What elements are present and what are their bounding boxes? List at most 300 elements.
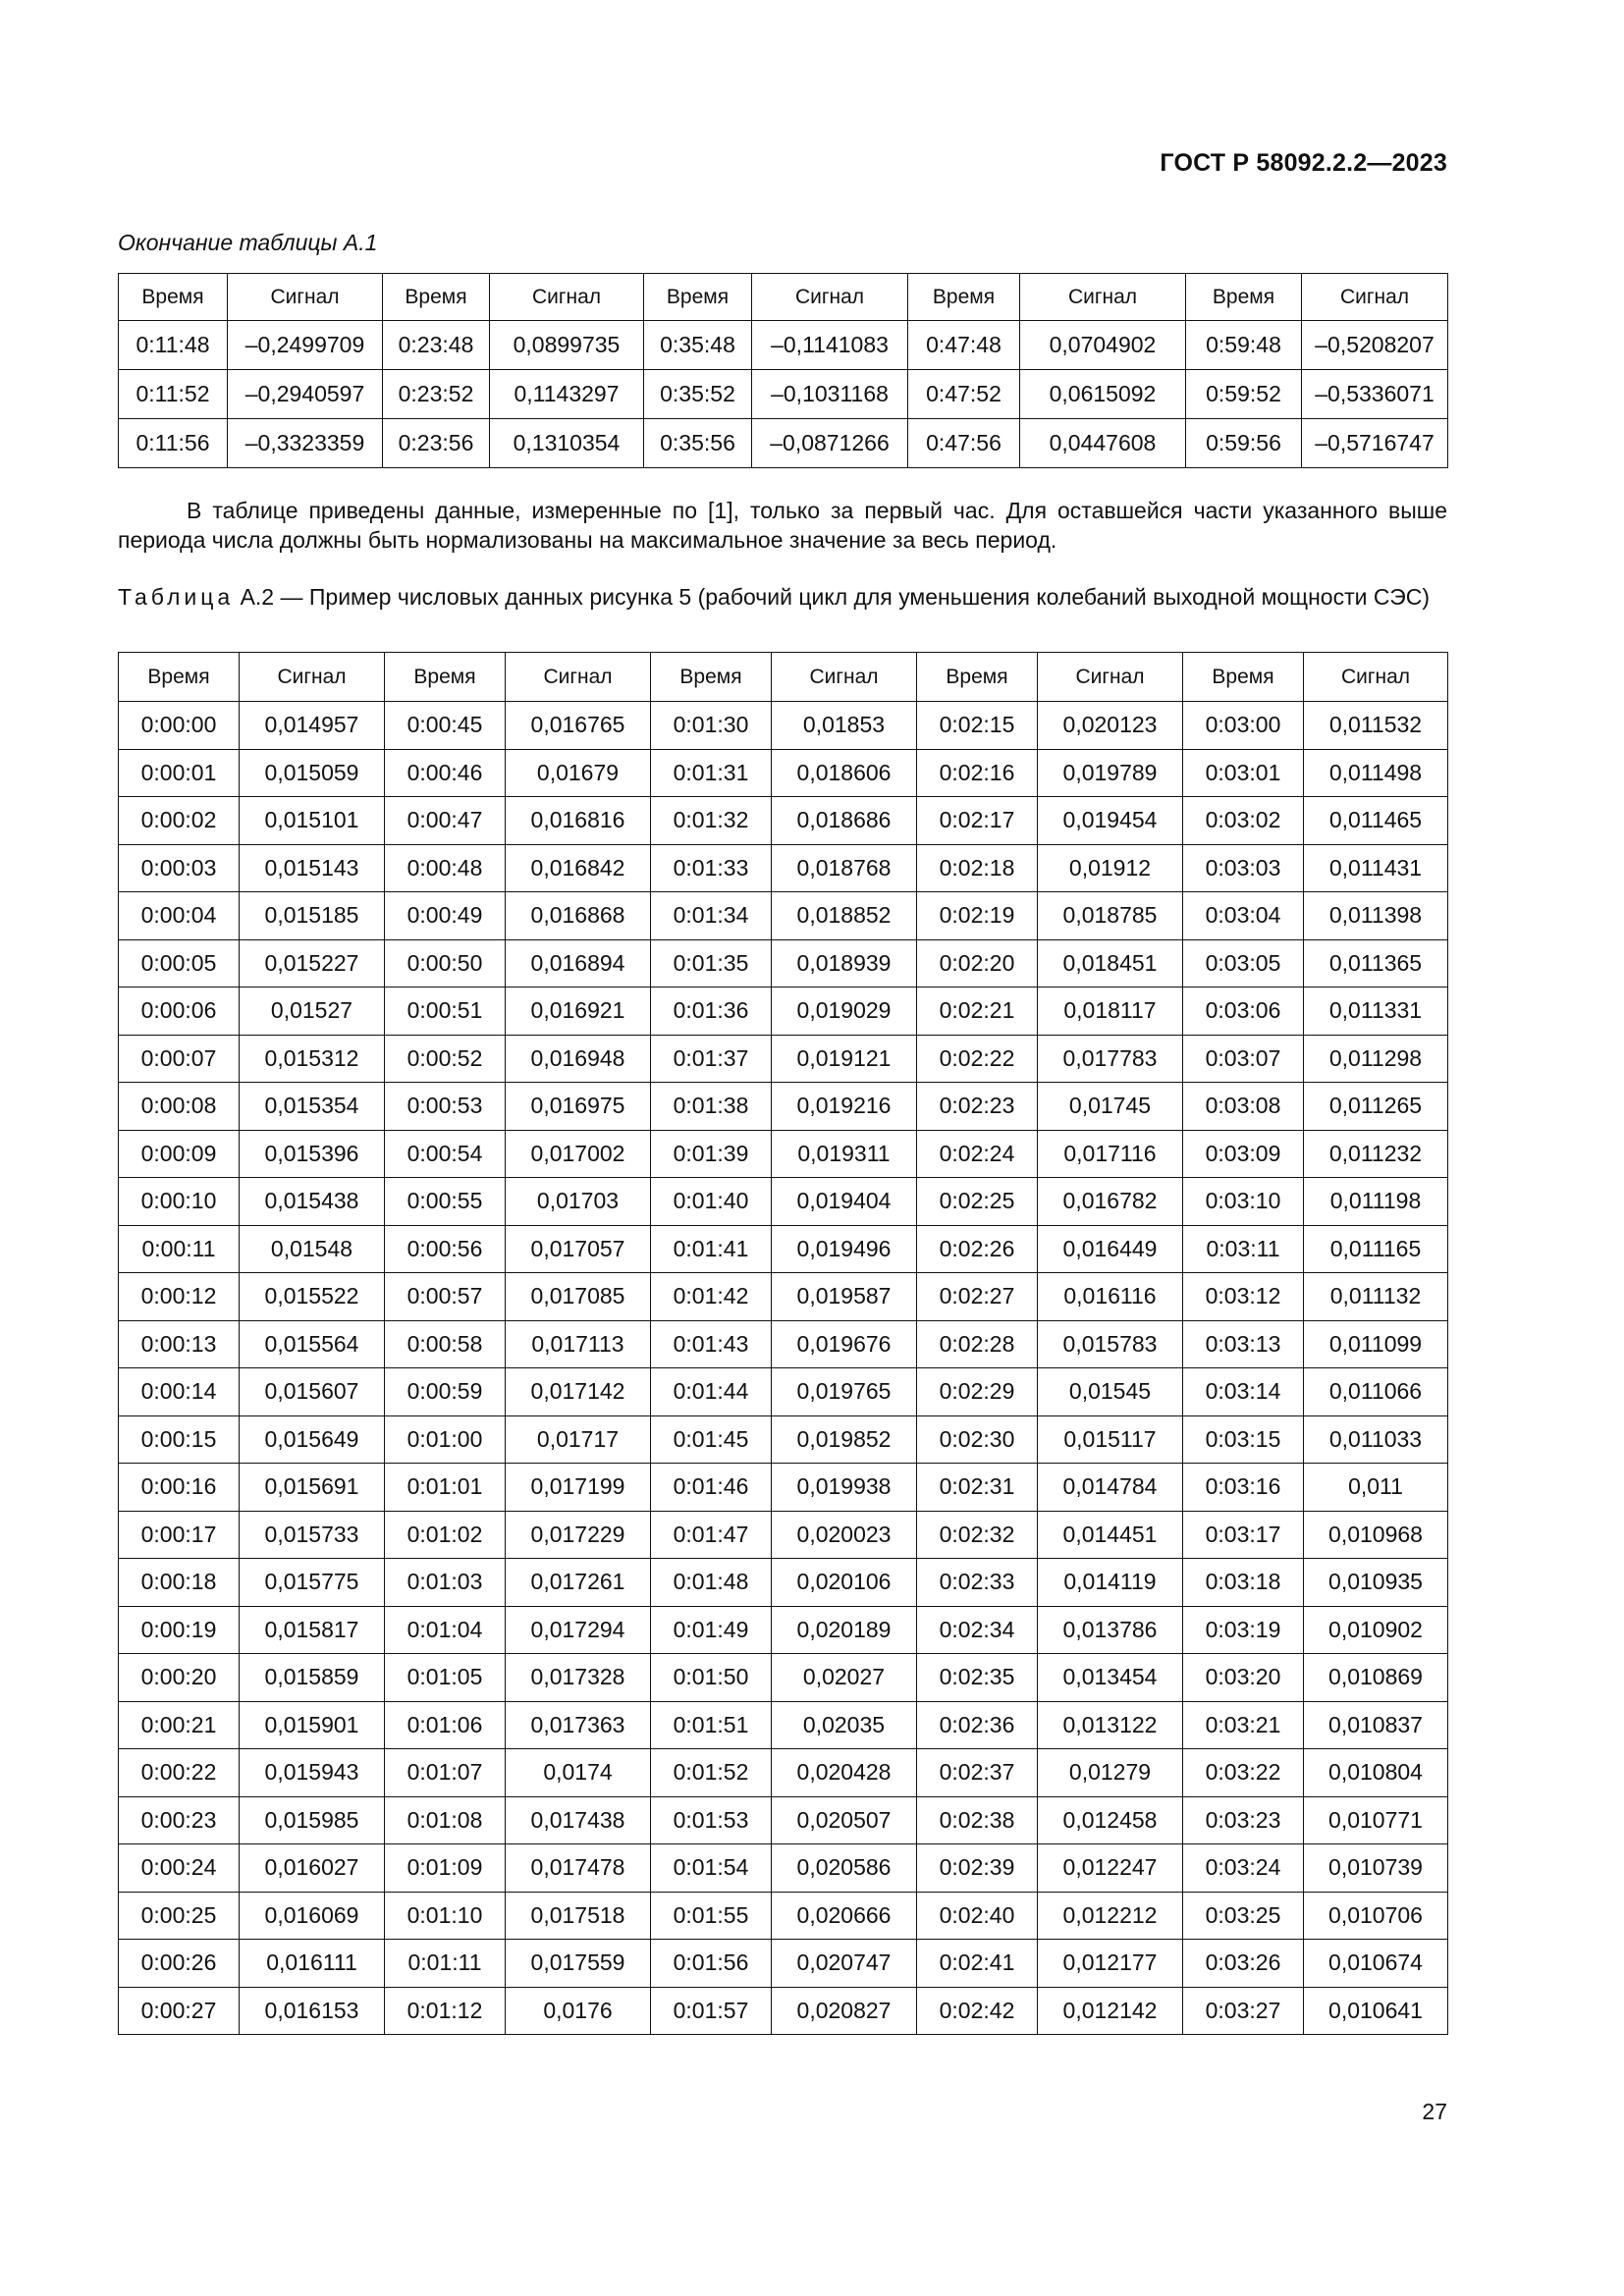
- signal-cell: 0,011298: [1304, 1035, 1448, 1083]
- time-cell: 0:01:46: [651, 1464, 772, 1512]
- time-cell: 0:01:45: [651, 1415, 772, 1464]
- signal-cell: 0,015143: [240, 844, 385, 892]
- time-cell: 0:01:39: [651, 1130, 772, 1178]
- signal-cell: 0,010935: [1304, 1559, 1448, 1607]
- signal-cell: 0,01703: [506, 1178, 651, 1226]
- standard-code: ГОСТ Р 58092.2.2—2023: [1160, 149, 1447, 177]
- signal-cell: 0,016449: [1038, 1225, 1183, 1273]
- column-header-time: Время: [644, 274, 752, 321]
- signal-cell: 0,010674: [1304, 1940, 1448, 1988]
- time-cell: 0:03:10: [1183, 1178, 1304, 1226]
- time-cell: 0:03:09: [1183, 1130, 1304, 1178]
- signal-cell: 0,015859: [240, 1654, 385, 1702]
- time-cell: 0:23:52: [383, 370, 490, 419]
- signal-cell: 0,016111: [240, 1940, 385, 1988]
- signal-cell: 0,010869: [1304, 1654, 1448, 1702]
- table-row: [119, 1511, 1448, 1559]
- time-cell: 0:00:26: [119, 1940, 240, 1988]
- time-cell: 0:00:11: [119, 1225, 240, 1273]
- time-cell: 0:11:56: [119, 419, 228, 468]
- signal-cell: 0,018768: [772, 844, 917, 892]
- signal-cell: 0,017478: [506, 1844, 651, 1893]
- time-cell: 0:03:16: [1183, 1464, 1304, 1512]
- time-cell: 0:00:25: [119, 1892, 240, 1940]
- table-row: [119, 749, 1448, 797]
- time-cell: 0:02:28: [917, 1320, 1038, 1368]
- time-cell: 0:03:24: [1183, 1844, 1304, 1893]
- signal-cell: 0,019311: [772, 1130, 917, 1178]
- column-header-signal: Сигнал: [240, 653, 385, 702]
- signal-cell: 0,017294: [506, 1606, 651, 1654]
- column-header-time: Время: [1186, 274, 1302, 321]
- signal-cell: 0,017085: [506, 1273, 651, 1321]
- signal-cell: 0,017113: [506, 1320, 651, 1368]
- signal-cell: 0,019587: [772, 1273, 917, 1321]
- signal-cell: 0,015564: [240, 1320, 385, 1368]
- time-cell: 0:02:40: [917, 1892, 1038, 1940]
- time-cell: 0:01:54: [651, 1844, 772, 1893]
- time-cell: 0:01:10: [385, 1892, 506, 1940]
- time-cell: 0:01:03: [385, 1559, 506, 1607]
- signal-cell: 0,016975: [506, 1083, 651, 1131]
- signal-cell: 0,020747: [772, 1940, 917, 1988]
- time-cell: 0:01:32: [651, 797, 772, 845]
- time-cell: 0:01:05: [385, 1654, 506, 1702]
- time-cell: 0:02:41: [917, 1940, 1038, 1988]
- column-header-signal: Сигнал: [490, 274, 644, 321]
- time-cell: 0:02:15: [917, 702, 1038, 750]
- signal-cell: 0,014957: [240, 702, 385, 750]
- column-header-signal: Сигнал: [1020, 274, 1186, 321]
- time-cell: 0:00:57: [385, 1273, 506, 1321]
- signal-cell: 0,01527: [240, 988, 385, 1036]
- signal-cell: 0,016782: [1038, 1178, 1183, 1226]
- signal-cell: –0,1141083: [752, 321, 908, 370]
- signal-cell: –0,2499709: [228, 321, 383, 370]
- time-cell: 0:00:58: [385, 1320, 506, 1368]
- signal-cell: 0,012212: [1038, 1892, 1183, 1940]
- column-header-time: Время: [917, 653, 1038, 702]
- signal-cell: 0,011033: [1304, 1415, 1448, 1464]
- time-cell: 0:02:39: [917, 1844, 1038, 1893]
- time-cell: 0:01:56: [651, 1940, 772, 1988]
- signal-cell: 0,015396: [240, 1130, 385, 1178]
- signal-cell: 0,011365: [1304, 939, 1448, 988]
- signal-cell: 0,016765: [506, 702, 651, 750]
- signal-cell: 0,02035: [772, 1701, 917, 1749]
- time-cell: 0:01:43: [651, 1320, 772, 1368]
- signal-cell: 0,020189: [772, 1606, 917, 1654]
- column-header-signal: Сигнал: [1304, 653, 1448, 702]
- column-header-time: Время: [383, 274, 490, 321]
- signal-cell: 0,017229: [506, 1511, 651, 1559]
- time-cell: 0:01:44: [651, 1368, 772, 1416]
- column-header-signal: Сигнал: [752, 274, 908, 321]
- signal-cell: 0,019404: [772, 1178, 917, 1226]
- signal-cell: 0,015059: [240, 749, 385, 797]
- signal-cell: 0,01279: [1038, 1749, 1183, 1797]
- signal-cell: 0,017116: [1038, 1130, 1183, 1178]
- time-cell: 0:00:03: [119, 844, 240, 892]
- signal-cell: 0,015227: [240, 939, 385, 988]
- signal-cell: 0,0447608: [1020, 419, 1186, 468]
- time-cell: 0:03:14: [1183, 1368, 1304, 1416]
- time-cell: 0:00:51: [385, 988, 506, 1036]
- signal-cell: 0,015775: [240, 1559, 385, 1607]
- column-header-time: Время: [908, 274, 1020, 321]
- table-a2-caption-text: А.2 — Пример числовых данных рисунка 5 (рабочий цикл для уменьшения колебаний выходной мощности СЭС): [234, 584, 1431, 610]
- signal-cell: 0,0176: [506, 1987, 651, 2035]
- time-cell: 0:03:03: [1183, 844, 1304, 892]
- time-cell: 0:35:52: [644, 370, 752, 419]
- time-cell: 0:03:22: [1183, 1749, 1304, 1797]
- signal-cell: –0,2940597: [228, 370, 383, 419]
- time-cell: 0:59:56: [1186, 419, 1302, 468]
- time-cell: 0:59:48: [1186, 321, 1302, 370]
- time-cell: 0:00:12: [119, 1273, 240, 1321]
- signal-cell: 0,018606: [772, 749, 917, 797]
- signal-cell: 0,011: [1304, 1464, 1448, 1512]
- signal-cell: 0,014119: [1038, 1559, 1183, 1607]
- signal-cell: 0,011066: [1304, 1368, 1448, 1416]
- time-cell: 0:00:55: [385, 1178, 506, 1226]
- signal-cell: 0,017559: [506, 1940, 651, 1988]
- signal-cell: 0,017002: [506, 1130, 651, 1178]
- time-cell: 0:02:30: [917, 1415, 1038, 1464]
- time-cell: 0:03:18: [1183, 1559, 1304, 1607]
- signal-cell: 0,015985: [240, 1796, 385, 1844]
- time-cell: 0:03:11: [1183, 1225, 1304, 1273]
- time-cell: 0:00:56: [385, 1225, 506, 1273]
- column-header-signal: Сигнал: [1302, 274, 1448, 321]
- time-cell: 0:01:33: [651, 844, 772, 892]
- time-cell: 0:03:15: [1183, 1415, 1304, 1464]
- signal-cell: 0,015117: [1038, 1415, 1183, 1464]
- time-cell: 0:02:25: [917, 1178, 1038, 1226]
- signal-cell: 0,017199: [506, 1464, 651, 1512]
- signal-cell: 0,020586: [772, 1844, 917, 1893]
- time-cell: 0:00:52: [385, 1035, 506, 1083]
- signal-cell: 0,016153: [240, 1987, 385, 2035]
- signal-cell: 0,013122: [1038, 1701, 1183, 1749]
- time-cell: 0:00:15: [119, 1415, 240, 1464]
- table-row: [119, 1654, 1448, 1702]
- signal-cell: 0,015691: [240, 1464, 385, 1512]
- column-header-time: Время: [385, 653, 506, 702]
- column-header-time: Время: [651, 653, 772, 702]
- time-cell: 0:03:12: [1183, 1273, 1304, 1321]
- signal-cell: 0,016816: [506, 797, 651, 845]
- signal-cell: 0,016894: [506, 939, 651, 988]
- time-cell: 0:00:47: [385, 797, 506, 845]
- time-cell: 0:01:07: [385, 1749, 506, 1797]
- time-cell: 0:01:01: [385, 1464, 506, 1512]
- time-cell: 0:01:00: [385, 1415, 506, 1464]
- signal-cell: 0,018451: [1038, 939, 1183, 988]
- signal-cell: 0,01912: [1038, 844, 1183, 892]
- time-cell: 0:01:08: [385, 1796, 506, 1844]
- time-cell: 0:03:02: [1183, 797, 1304, 845]
- time-cell: 0:00:14: [119, 1368, 240, 1416]
- table-row: [119, 1130, 1448, 1178]
- time-cell: 0:01:12: [385, 1987, 506, 2035]
- time-cell: 0:01:38: [651, 1083, 772, 1131]
- signal-cell: 0,011099: [1304, 1320, 1448, 1368]
- page-number: 27: [1422, 2099, 1447, 2124]
- time-cell: 0:01:50: [651, 1654, 772, 1702]
- time-cell: 0:23:56: [383, 419, 490, 468]
- table-row: [119, 797, 1448, 845]
- signal-cell: –0,5208207: [1302, 321, 1448, 370]
- time-cell: 0:01:09: [385, 1844, 506, 1893]
- signal-cell: 0,018939: [772, 939, 917, 988]
- time-cell: 0:00:00: [119, 702, 240, 750]
- time-cell: 0:02:20: [917, 939, 1038, 988]
- time-cell: 0:01:55: [651, 1892, 772, 1940]
- time-cell: 0:03:07: [1183, 1035, 1304, 1083]
- time-cell: 0:02:37: [917, 1749, 1038, 1797]
- time-cell: 0:02:16: [917, 749, 1038, 797]
- time-cell: 0:01:53: [651, 1796, 772, 1844]
- signal-cell: 0,015607: [240, 1368, 385, 1416]
- time-cell: 0:00:05: [119, 939, 240, 988]
- signal-cell: –0,5336071: [1302, 370, 1448, 419]
- table-a1: [118, 273, 1448, 468]
- signal-cell: 0,016868: [506, 892, 651, 940]
- time-cell: 0:03:27: [1183, 1987, 1304, 2035]
- table-row: [119, 321, 1448, 370]
- time-cell: 0:01:41: [651, 1225, 772, 1273]
- table-row: [119, 1178, 1448, 1226]
- table-note: [118, 496, 1447, 555]
- table-row: [119, 1273, 1448, 1321]
- table-row: [119, 1464, 1448, 1512]
- time-cell: 0:00:46: [385, 749, 506, 797]
- signal-cell: 0,015649: [240, 1415, 385, 1464]
- signal-cell: –0,3323359: [228, 419, 383, 468]
- time-cell: 0:01:40: [651, 1178, 772, 1226]
- signal-cell: 0,015354: [240, 1083, 385, 1131]
- column-header-signal: Сигнал: [228, 274, 383, 321]
- signal-cell: 0,015101: [240, 797, 385, 845]
- signal-cell: 0,019852: [772, 1415, 917, 1464]
- signal-cell: 0,016027: [240, 1844, 385, 1893]
- time-cell: 0:00:45: [385, 702, 506, 750]
- signal-cell: –0,5716747: [1302, 419, 1448, 468]
- signal-cell: 0,020123: [1038, 702, 1183, 750]
- table-row: [119, 370, 1448, 419]
- time-cell: 0:00:23: [119, 1796, 240, 1844]
- time-cell: 0:00:54: [385, 1130, 506, 1178]
- signal-cell: 0,017518: [506, 1892, 651, 1940]
- signal-cell: 0,020827: [772, 1987, 917, 2035]
- column-header-signal: Сигнал: [506, 653, 651, 702]
- signal-cell: 0,019938: [772, 1464, 917, 1512]
- signal-cell: –0,1031168: [752, 370, 908, 419]
- signal-cell: 0,011198: [1304, 1178, 1448, 1226]
- signal-cell: 0,012458: [1038, 1796, 1183, 1844]
- signal-cell: 0,012177: [1038, 1940, 1183, 1988]
- signal-cell: 0,015817: [240, 1606, 385, 1654]
- time-cell: 0:01:06: [385, 1701, 506, 1749]
- time-cell: 0:03:01: [1183, 749, 1304, 797]
- time-cell: 0:35:48: [644, 321, 752, 370]
- time-cell: 0:03:26: [1183, 1940, 1304, 1988]
- signal-cell: 0,01545: [1038, 1368, 1183, 1416]
- signal-cell: 0,011232: [1304, 1130, 1448, 1178]
- time-cell: 0:02:23: [917, 1083, 1038, 1131]
- table-a2: [118, 652, 1448, 2035]
- time-cell: 0:59:52: [1186, 370, 1302, 419]
- signal-cell: 0,011331: [1304, 988, 1448, 1036]
- time-cell: 0:02:31: [917, 1464, 1038, 1512]
- signal-cell: 0,020507: [772, 1796, 917, 1844]
- time-cell: 0:01:11: [385, 1940, 506, 1988]
- signal-cell: 0,011398: [1304, 892, 1448, 940]
- signal-cell: 0,016069: [240, 1892, 385, 1940]
- time-cell: 0:02:27: [917, 1273, 1038, 1321]
- time-cell: 0:01:30: [651, 702, 772, 750]
- time-cell: 0:01:47: [651, 1511, 772, 1559]
- signal-cell: 0,010641: [1304, 1987, 1448, 2035]
- table-a1-caption: Окончание таблицы А.1: [118, 230, 378, 255]
- table-row: [119, 1415, 1448, 1464]
- table-row: [119, 939, 1448, 988]
- time-cell: 0:00:49: [385, 892, 506, 940]
- signal-cell: 0,0174: [506, 1749, 651, 1797]
- time-cell: 0:47:48: [908, 321, 1020, 370]
- table-row: [119, 702, 1448, 750]
- time-cell: 0:03:06: [1183, 988, 1304, 1036]
- signal-cell: 0,015522: [240, 1273, 385, 1321]
- time-cell: 0:01:04: [385, 1606, 506, 1654]
- time-cell: 0:02:17: [917, 797, 1038, 845]
- time-cell: 0:23:48: [383, 321, 490, 370]
- time-cell: 0:00:19: [119, 1606, 240, 1654]
- signal-cell: 0,02027: [772, 1654, 917, 1702]
- time-cell: 0:02:22: [917, 1035, 1038, 1083]
- table-row: [119, 988, 1448, 1036]
- time-cell: 0:02:18: [917, 844, 1038, 892]
- signal-cell: –0,0871266: [752, 419, 908, 468]
- table-row: [119, 844, 1448, 892]
- time-cell: 0:02:34: [917, 1606, 1038, 1654]
- signal-cell: 0,020428: [772, 1749, 917, 1797]
- time-cell: 0:00:09: [119, 1130, 240, 1178]
- time-cell: 0:03:13: [1183, 1320, 1304, 1368]
- signal-cell: 0,019765: [772, 1368, 917, 1416]
- signal-cell: 0,018117: [1038, 988, 1183, 1036]
- time-cell: 0:03:17: [1183, 1511, 1304, 1559]
- time-cell: 0:00:59: [385, 1368, 506, 1416]
- signal-cell: 0,013786: [1038, 1606, 1183, 1654]
- table-a1-header-row: [119, 274, 1448, 321]
- time-cell: 0:00:06: [119, 988, 240, 1036]
- table-row: [119, 1035, 1448, 1083]
- time-cell: 0:02:21: [917, 988, 1038, 1036]
- signal-cell: 0,015733: [240, 1511, 385, 1559]
- time-cell: 0:02:38: [917, 1796, 1038, 1844]
- time-cell: 0:00:01: [119, 749, 240, 797]
- time-cell: 0:00:02: [119, 797, 240, 845]
- table-row: [119, 419, 1448, 468]
- signal-cell: 0,010706: [1304, 1892, 1448, 1940]
- time-cell: 0:02:24: [917, 1130, 1038, 1178]
- table-row: [119, 1701, 1448, 1749]
- signal-cell: 0,019216: [772, 1083, 917, 1131]
- time-cell: 0:00:27: [119, 1987, 240, 2035]
- signal-cell: 0,018852: [772, 892, 917, 940]
- time-cell: 0:02:19: [917, 892, 1038, 940]
- signal-cell: 0,1143297: [490, 370, 644, 419]
- table-row: [119, 1083, 1448, 1131]
- time-cell: 0:03:25: [1183, 1892, 1304, 1940]
- table-row: [119, 1844, 1448, 1893]
- signal-cell: 0,017363: [506, 1701, 651, 1749]
- time-cell: 0:02:33: [917, 1559, 1038, 1607]
- note-text: В таблице приведены данные, измеренные по [1], только за первый час. Для оставшейся части указанного выше периода числа должны быть нормализованы на максимальное значение за весь период.: [118, 498, 1447, 553]
- signal-cell: 0,011132: [1304, 1273, 1448, 1321]
- table-row: [119, 1892, 1448, 1940]
- time-cell: 0:00:04: [119, 892, 240, 940]
- time-cell: 0:01:34: [651, 892, 772, 940]
- signal-cell: 0,01548: [240, 1225, 385, 1273]
- signal-cell: 0,1310354: [490, 419, 644, 468]
- signal-cell: 0,018686: [772, 797, 917, 845]
- signal-cell: 0,016116: [1038, 1273, 1183, 1321]
- time-cell: 0:00:18: [119, 1559, 240, 1607]
- signal-cell: 0,017057: [506, 1225, 651, 1273]
- time-cell: 0:11:48: [119, 321, 228, 370]
- time-cell: 0:02:32: [917, 1511, 1038, 1559]
- time-cell: 0:00:08: [119, 1083, 240, 1131]
- signal-cell: 0,01853: [772, 702, 917, 750]
- time-cell: 0:01:42: [651, 1273, 772, 1321]
- signal-cell: 0,017783: [1038, 1035, 1183, 1083]
- table-a2-caption-label: Таблица: [118, 584, 235, 610]
- column-header-signal: Сигнал: [1038, 653, 1183, 702]
- signal-cell: 0,018785: [1038, 892, 1183, 940]
- signal-cell: 0,020023: [772, 1511, 917, 1559]
- table-row: [119, 1606, 1448, 1654]
- signal-cell: 0,010804: [1304, 1749, 1448, 1797]
- signal-cell: 0,01679: [506, 749, 651, 797]
- signal-cell: 0,020106: [772, 1559, 917, 1607]
- signal-cell: 0,0899735: [490, 321, 644, 370]
- table-row: [119, 1368, 1448, 1416]
- signal-cell: 0,011532: [1304, 702, 1448, 750]
- table-row: [119, 1987, 1448, 2035]
- signal-cell: 0,01717: [506, 1415, 651, 1464]
- time-cell: 0:03:00: [1183, 702, 1304, 750]
- table-a2-caption: [118, 582, 1447, 612]
- signal-cell: 0,011165: [1304, 1225, 1448, 1273]
- time-cell: 0:00:16: [119, 1464, 240, 1512]
- signal-cell: 0,010837: [1304, 1701, 1448, 1749]
- signal-cell: 0,019121: [772, 1035, 917, 1083]
- signal-cell: 0,01745: [1038, 1083, 1183, 1131]
- signal-cell: 0,019496: [772, 1225, 917, 1273]
- signal-cell: 0,017261: [506, 1559, 651, 1607]
- time-cell: 0:01:36: [651, 988, 772, 1036]
- time-cell: 0:01:57: [651, 1987, 772, 2035]
- time-cell: 0:35:56: [644, 419, 752, 468]
- signal-cell: 0,016921: [506, 988, 651, 1036]
- signal-cell: 0,011431: [1304, 844, 1448, 892]
- time-cell: 0:00:20: [119, 1654, 240, 1702]
- signal-cell: 0,010771: [1304, 1796, 1448, 1844]
- time-cell: 0:03:19: [1183, 1606, 1304, 1654]
